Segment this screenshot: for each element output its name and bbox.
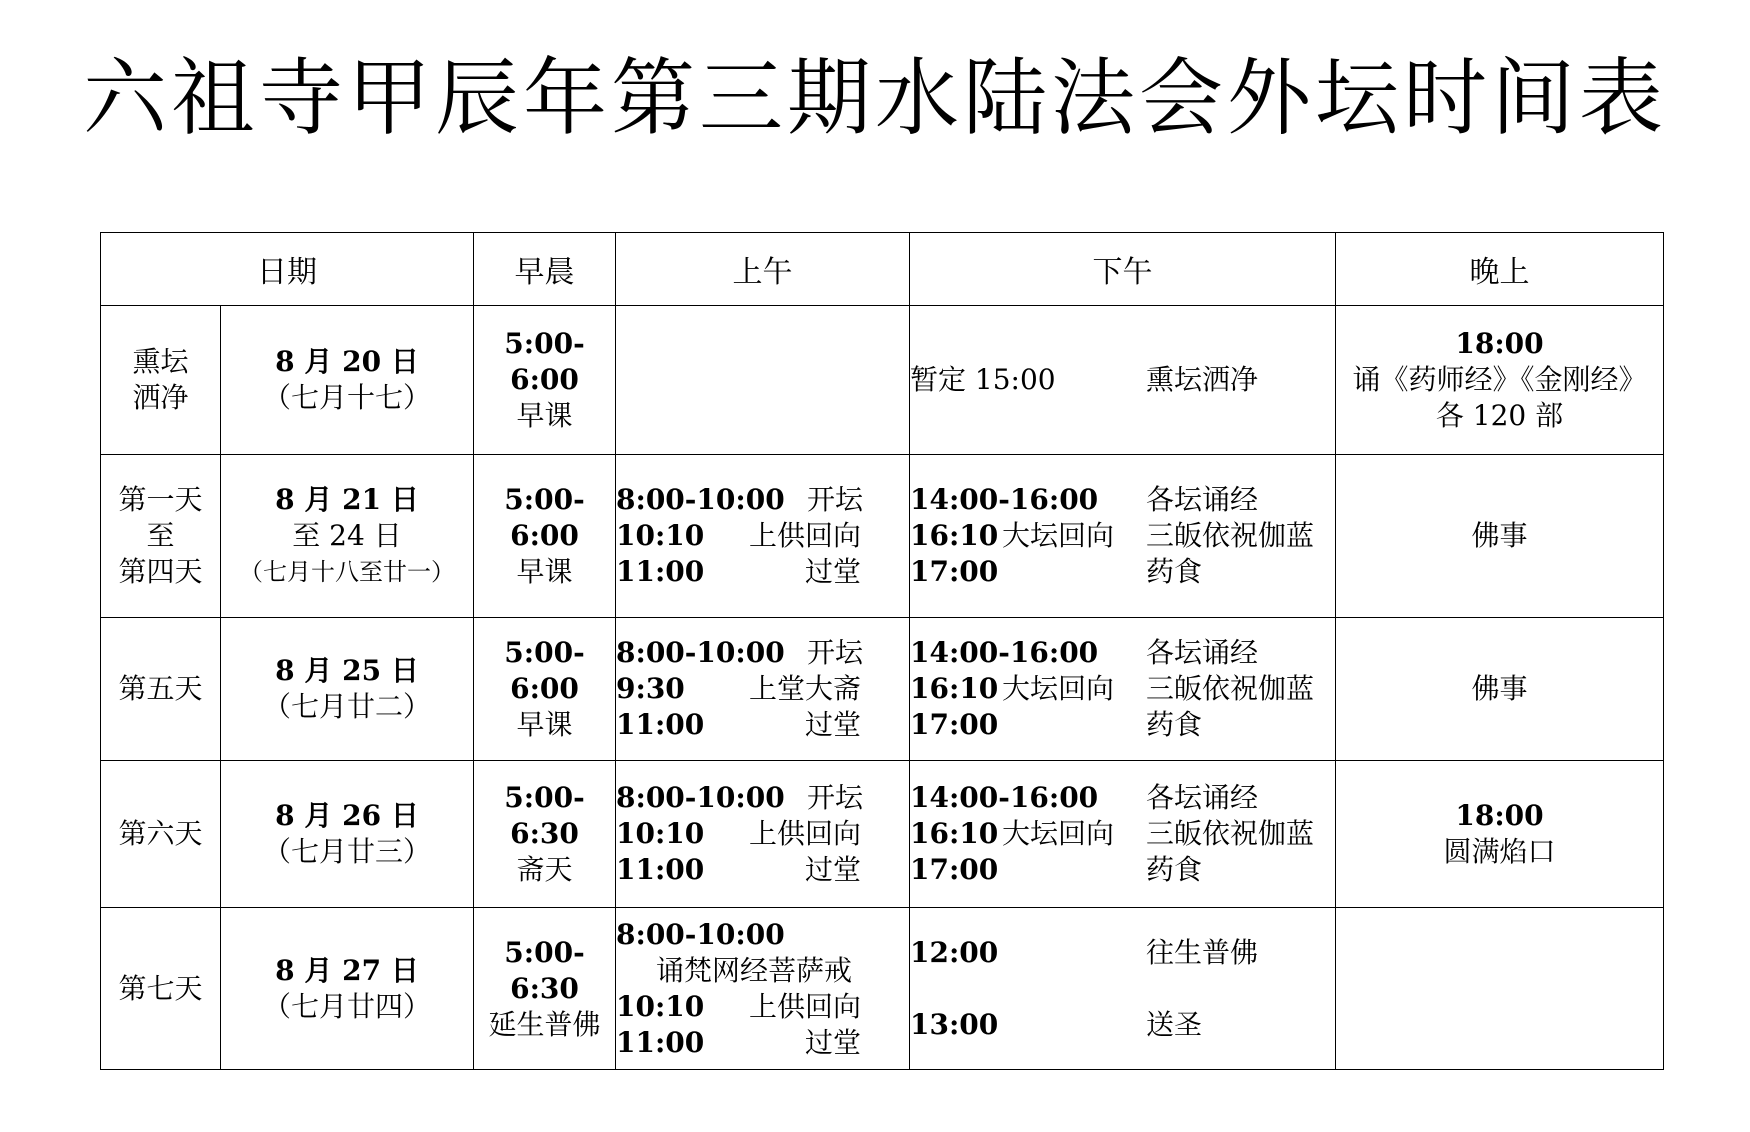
row-evening: 18:00 诵《药师经》《金刚经》 各 120 部 — [1336, 306, 1664, 455]
table-row — [101, 618, 1664, 761]
header-date: 日期 — [101, 233, 474, 306]
row-dawn: 5:00-6:00 早课 — [474, 306, 616, 455]
row-evening: 18:00 圆满焰口 — [1336, 761, 1664, 908]
table-row — [101, 908, 1664, 1070]
row-morning — [616, 306, 910, 455]
row-dawn: 5:00-6:30 斋天 — [474, 761, 616, 908]
row-afternoon: 暂定 15:00 熏坛洒净 — [910, 306, 1336, 455]
page-title: 六祖寺甲辰年第三期水陆法会外坛时间表 — [82, 49, 1667, 147]
row-morning: 8:00-10:00 开坛 10:10 上供回向 11:00 过堂 — [616, 761, 910, 908]
row-label: 熏坛 洒净 — [101, 306, 221, 455]
row-afternoon: 14:00-16:00 各坛诵经 16:10 大坛回向 三皈依祝伽蓝 17:00 药食 — [910, 618, 1336, 761]
row-label: 第五天 — [101, 618, 221, 761]
header-dawn: 早晨 — [474, 233, 616, 306]
row-label: 第六天 — [101, 761, 221, 908]
row-dawn: 5:00-6:00 早课 — [474, 618, 616, 761]
row-morning: 8:00-10:00 开坛 10:10 上供回向 11:00 过堂 — [616, 455, 910, 618]
row-date: 8 月 21 日 至 24 日 （七月十八至廿一） — [221, 455, 474, 618]
row-date: 8 月 20 日 （七月十七） — [221, 306, 474, 455]
table-row — [101, 761, 1664, 908]
header-evening: 晚上 — [1336, 233, 1664, 306]
row-evening: 佛事 — [1336, 618, 1664, 761]
header-morning: 上午 — [616, 233, 910, 306]
row-evening: 佛事 — [1336, 455, 1664, 618]
row-dawn: 5:00-6:00 早课 — [474, 455, 616, 618]
row-label: 第七天 — [101, 908, 221, 1070]
row-morning: 8:00-10:00 开坛 9:30 上堂大斋 11:00 过堂 — [616, 618, 910, 761]
row-evening — [1336, 908, 1664, 1070]
row-date: 8 月 26 日 （七月廿三） — [221, 761, 474, 908]
table-row — [101, 455, 1664, 618]
schedule-table — [100, 232, 1664, 1070]
row-date: 8 月 25 日 （七月廿二） — [221, 618, 474, 761]
row-date: 8 月 27 日 （七月廿四） — [221, 908, 474, 1070]
header-afternoon: 下午 — [910, 233, 1336, 306]
row-afternoon: 14:00-16:00 各坛诵经 16:10 大坛回向 三皈依祝伽蓝 17:00 药食 — [910, 761, 1336, 908]
row-dawn: 5:00-6:30 延生普佛 — [474, 908, 616, 1070]
header-row — [101, 233, 1664, 306]
row-afternoon: 12:00 往生普佛 13:00 送圣 — [910, 908, 1336, 1070]
table-row — [101, 306, 1664, 455]
row-label: 第一天 至 第四天 — [101, 455, 221, 618]
row-morning: 8:00-10:00 诵梵网经菩萨戒 10:10 上供回向 11:00 过堂 — [616, 908, 910, 1070]
row-afternoon: 14:00-16:00 各坛诵经 16:10 大坛回向 三皈依祝伽蓝 17:00 药食 — [910, 455, 1336, 618]
